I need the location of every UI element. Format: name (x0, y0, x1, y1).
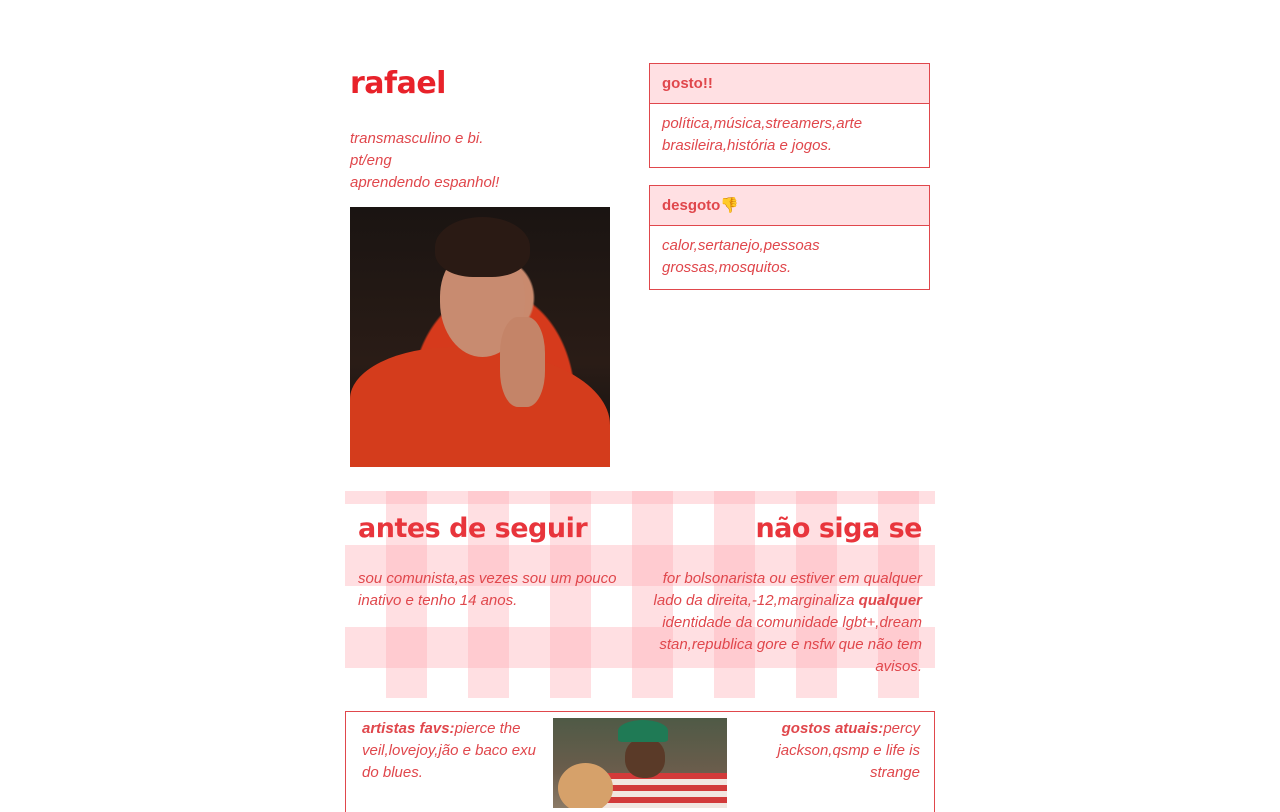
dont-follow-title: não siga se (755, 513, 922, 544)
dont-follow-text (645, 568, 922, 678)
bio-line: aprendendo espanhol! (350, 174, 500, 191)
dislikes-title: desgoto👎 (650, 186, 929, 226)
current-interests-label: gostos atuais: (781, 720, 884, 737)
dont-follow-text-part: for bolsonarista ou estiver em qualquer lado da direita,-12,marginaliza (653, 570, 922, 609)
before-follow-text: sou comunista,as vezes sou um pouco inativo e tenho 14 anos. (358, 570, 617, 609)
dont-follow-emphasis: qualquer (858, 592, 922, 609)
likes-title: gosto!! (650, 64, 929, 104)
bio-line: transmasculino e bi. (350, 130, 484, 147)
likes-body: política,música,streamers,arte brasileira,história e jogos. (662, 115, 863, 154)
current-interests-text: percy jackson,qsmp e life is strange (777, 720, 920, 781)
before-follow-title: antes de seguir (358, 513, 588, 544)
dont-follow-text-part: identidade da comunidade lgbt+,dream stan,republica gore e nsfw que não tem avisos. (659, 614, 922, 675)
favorite-artists-text: pierce the veil,lovejoy,jão e baco exu do blues. (362, 720, 536, 781)
likes-box (649, 63, 930, 168)
dislikes-box (649, 185, 930, 290)
dislikes-body: calor,sertanejo,pessoas grossas,mosquitos. (662, 237, 820, 276)
bio-line: pt/eng (350, 152, 392, 169)
profile-name: rafael (350, 66, 446, 101)
favorites-box (345, 711, 935, 812)
favorite-artists-label: artistas favs: (362, 720, 455, 737)
bio (350, 128, 499, 194)
current-interests (760, 718, 920, 784)
profile-photo (350, 207, 610, 467)
favorite-artists (362, 718, 537, 784)
favorites-photo (553, 718, 727, 808)
